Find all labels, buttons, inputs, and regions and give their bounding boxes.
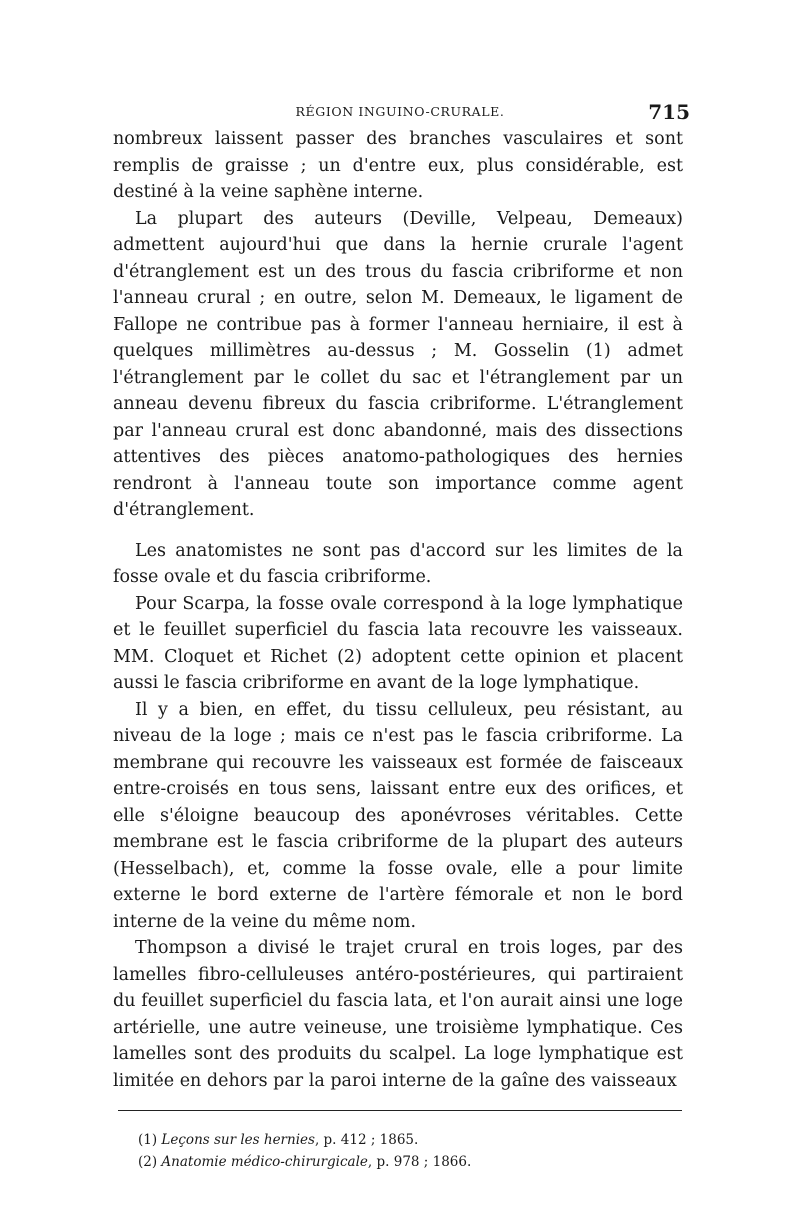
footnote-marker: (1) — [138, 1132, 158, 1148]
footnote-marker: (2) — [138, 1154, 158, 1170]
paragraph-continued: nombreux laissent passer des branches vasculaires et sont remplis de graisse ; un d'entre eux, plus considérable, est destiné à la veine saphène interne. — [113, 129, 683, 202]
page-number: 715 — [648, 100, 690, 124]
paragraph: Il y a bien, en effet, du tissu celluleux, peu résistant, au niveau de la loge ; mais ce n'est pas le fascia cribriforme. La membrane qui recouvre les vaisseaux est formée de faisceaux entre-croisés en tous sens, laissant entre eux des orifices, et elle s'éloigne beaucoup des aponévroses véritables. Cette membrane est le fascia cribriforme de la plupart des auteurs (Hesselbach), et, comme la fosse ovale, elle a pour limite externe le bord externe de l'artère fémorale et non le bord interne de la veine du même nom. — [113, 699, 683, 932]
footnote-divider — [118, 1110, 682, 1111]
footnote-reference: , p. 978 ; 1866. — [367, 1154, 472, 1170]
running-title: RÉGION INGUINO-CRURALE. — [295, 104, 505, 119]
paragraph: Les anatomistes ne sont pas d'accord sur les limites de la fosse ovale et du fascia cribriforme. — [113, 540, 683, 587]
footnote — [138, 1151, 678, 1173]
body-text — [113, 126, 683, 1094]
footnote-title: Leçons sur les hernies — [161, 1132, 315, 1148]
footnote-reference: , p. 412 ; 1865. — [314, 1132, 419, 1148]
paragraph: Thompson a divisé le trajet crural en trois loges, par des lamelles fibro-celluleuses antéro-postérieures, qui partiraient du feuillet superficiel du fascia lata, et l'on aurait ainsi une loge artérielle, une autre veineuse, une troisième lymphatique. Ces lamelles sont des produits du scalpel. La loge lymphatique est limitée en dehors par la paroi interne de la gaîne des vaisseaux — [113, 938, 683, 1091]
paragraph: La plupart des auteurs (Deville, Velpeau, Demeaux) admettent aujourd'hui que dans la hernie crurale l'agent d'étranglement est un des trous du fascia cribriforme et non l'anneau crural ; en outre, selon M. Demeaux, le ligament de Fallope ne contribue pas à former l'anneau herniaire, il est à quelques millimètres au-dessus ; M. Gosselin (1) admet l'étranglement par le collet du sac et l'étranglement par un anneau devenu fibreux du fascia cribriforme. L'étranglement par l'anneau crural est donc abandonné, mais des dissections attentives des pièces anatomo-pathologiques des hernies rendront à l'anneau toute son importance comme agent d'étranglement. — [113, 208, 683, 520]
footnotes — [138, 1129, 678, 1173]
paragraph: Pour Scarpa, la fosse ovale correspond à la loge lymphatique et le feuillet superficiel du fascia lata recouvre les vaisseaux. MM. Cloquet et Richet (2) adoptent cette opinion et placent aussi le fascia cribriforme en avant de la loge lymphatique. — [113, 593, 683, 693]
running-head — [110, 100, 690, 126]
footnote-title: Anatomie médico-chirurgicale — [161, 1154, 368, 1170]
footnote — [138, 1129, 678, 1151]
